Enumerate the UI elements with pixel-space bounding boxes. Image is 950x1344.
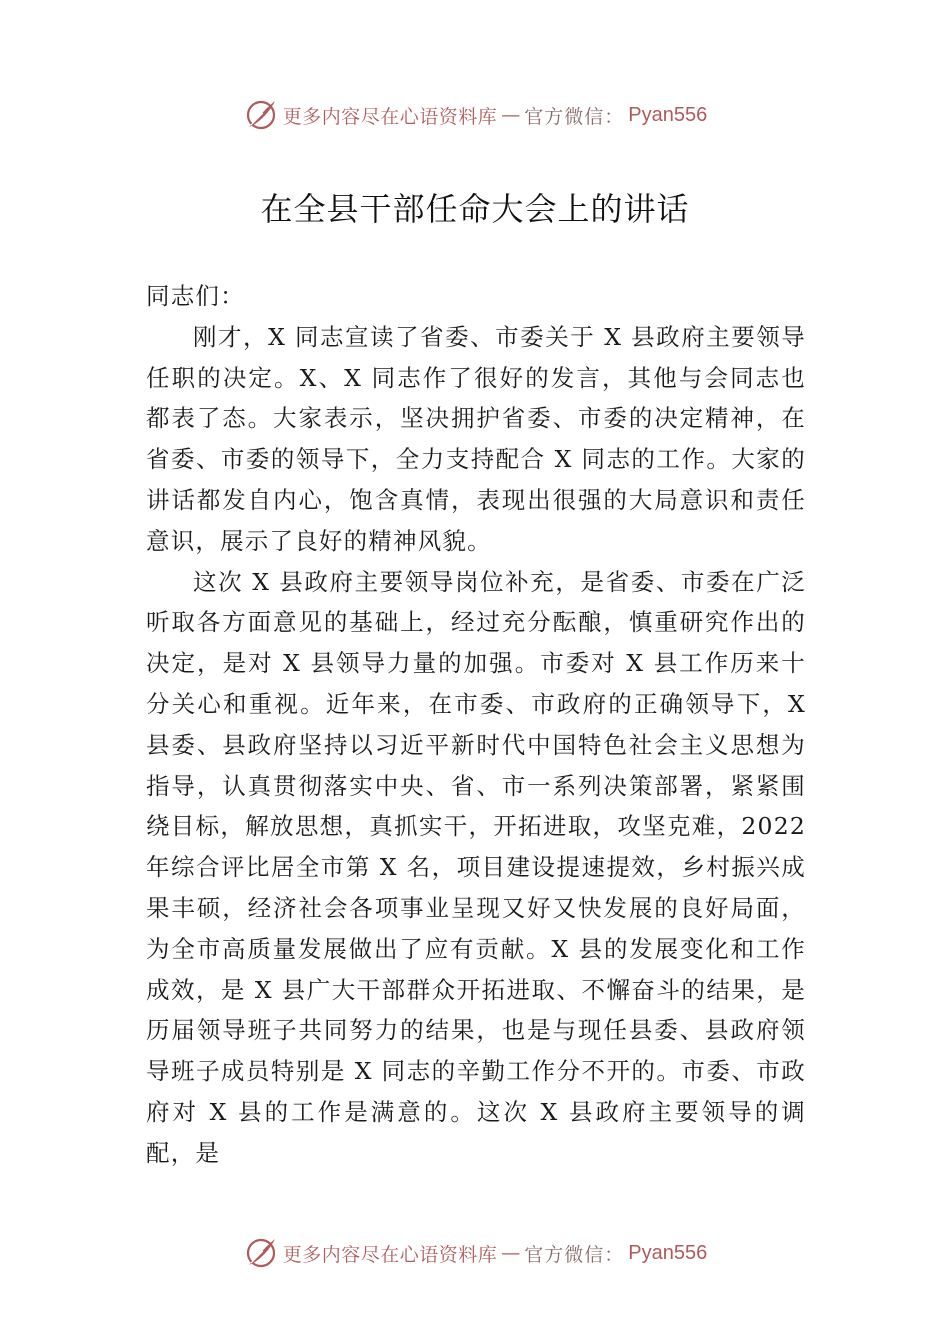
paragraph-2: 这次 X 县政府主要领导岗位补充，是省委、市委在广泛听取各方面意见的基础上，经过充分酝酿，慎重研究作出的决定，是对 X 县领导力量的加强。市委对 X 县工作历来十分关心和重视。近年来，在市委、市政府的正确领导下，X 县委、县政府坚持以习近平新时代中国特色社会主义思想为指导，认真贯彻落实中央、省、市一系列决策部署，紧紧围绕目标，解放思想，真抓实干，开拓进取，攻坚克难，2022 年综合评比居全市第 X 名，项目建设提速提效，乡村振兴成果丰硕，经济社会各项事业呈现又好又快发展的良好局面，为全市高质量发展做出了应有贡献。X 县的发展变化和工作成效，是 X 县广大干部群众开拓进取、不懈奋斗的结果，是历届领导班子共同努力的结果，也是与现任县委、县政府领导班子成员特别是 X 同志的辛勤工作分不开的。市委、市政府对 X 县的工作是满意的。这次 X 县政府主要领导的调配，是 <box>146 567 806 1167</box>
watermark-separator: — <box>501 1242 521 1264</box>
paragraph-1: 刚才，X 同志宣读了省委、市委关于 X 县政府主要领导任职的决定。X、X 同志作了很好的发言，其他与会同志也都表了态。大家表示，坚决拥护省委、市委的决定精神，在 省委、市委的领导下，全力支持配合 X 同志的工作。大家的讲话都发自内心，饱含真情，表现出很强的大局意识和责任意识，展示了良好的精神风貌。 <box>146 322 806 555</box>
document-body <box>146 276 806 1174</box>
watermark-tagline: 更多内容尽在心语资料库 <box>282 1243 498 1266</box>
quill-logo-icon <box>243 97 279 133</box>
salutation: 同志们： <box>146 282 245 310</box>
watermark-banner-top <box>0 95 950 135</box>
document-title: 在全县干部任命大会上的讲话 <box>260 190 690 228</box>
watermark-wechat-label: 官方微信： <box>524 1243 625 1266</box>
watermark-wechat-id: Pyan556 <box>628 1241 708 1264</box>
watermark-wechat-id: Pyan556 <box>628 103 708 126</box>
watermark-wechat-label: 官方微信： <box>524 105 625 128</box>
watermark-banner-bottom <box>0 1233 950 1273</box>
watermark-separator: — <box>501 104 521 126</box>
quill-logo-icon <box>243 1235 279 1271</box>
watermark-tagline: 更多内容尽在心语资料库 <box>282 105 498 128</box>
